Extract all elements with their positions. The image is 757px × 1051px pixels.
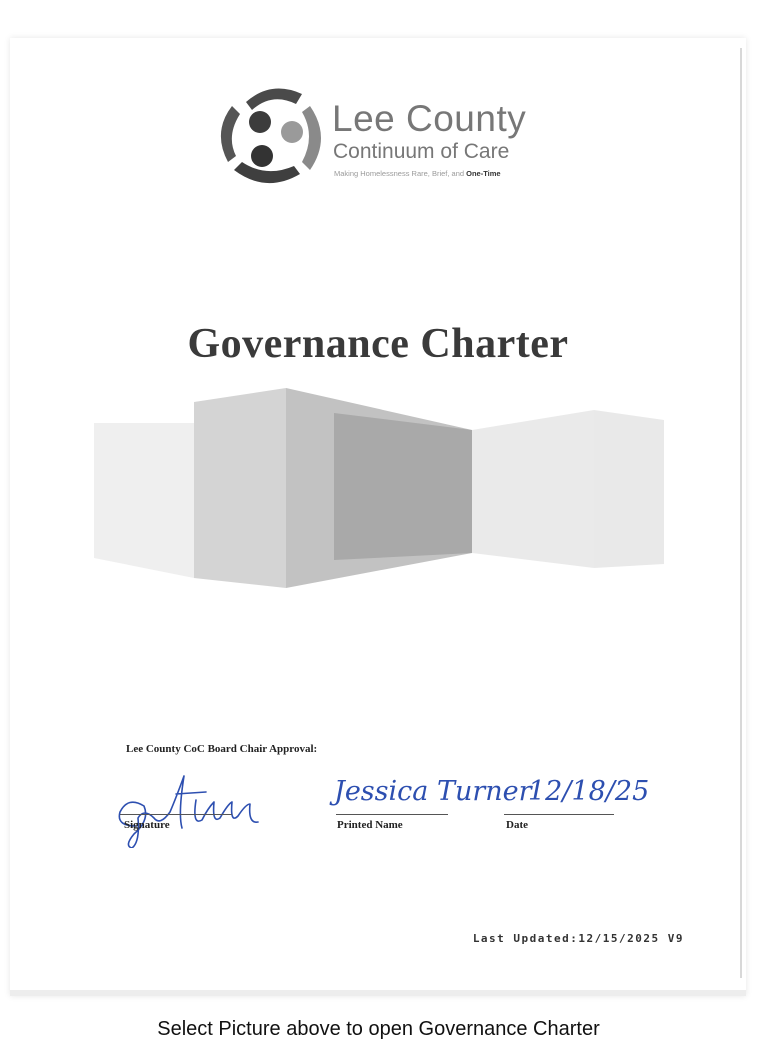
logo-tagline-bold: One-Time (466, 169, 501, 178)
date-label: Date (506, 819, 528, 831)
logo-tagline-prefix: Making Homelessness Rare, Brief, and (334, 169, 467, 178)
printed-name-line (336, 814, 448, 815)
signature-line (120, 814, 232, 815)
signature-label: Signature (124, 819, 170, 831)
people-circle-logo-icon (216, 82, 328, 188)
date-value: 12/18/25 (528, 776, 650, 807)
decorative-panels-graphic (94, 388, 664, 593)
date-line (504, 814, 614, 815)
printed-name-label: Printed Name (337, 819, 403, 831)
last-updated-text: Last Updated:12/15/2025 V9 (472, 932, 684, 945)
governance-charter-picture[interactable] (10, 38, 746, 996)
printed-name-value: Jessica Turner (334, 776, 532, 807)
logo-subtitle: Continuum of Care (333, 140, 510, 163)
approval-heading: Lee County CoC Board Chair Approval: (126, 743, 318, 755)
page-edge-line (740, 48, 742, 978)
logo-tagline (334, 169, 501, 178)
picture-caption: Select Picture above to open Governance Charter (157, 1018, 600, 1040)
logo-name: Lee County (332, 98, 527, 139)
document-title: Governance Charter (187, 321, 569, 367)
handwritten-signature (110, 768, 260, 848)
